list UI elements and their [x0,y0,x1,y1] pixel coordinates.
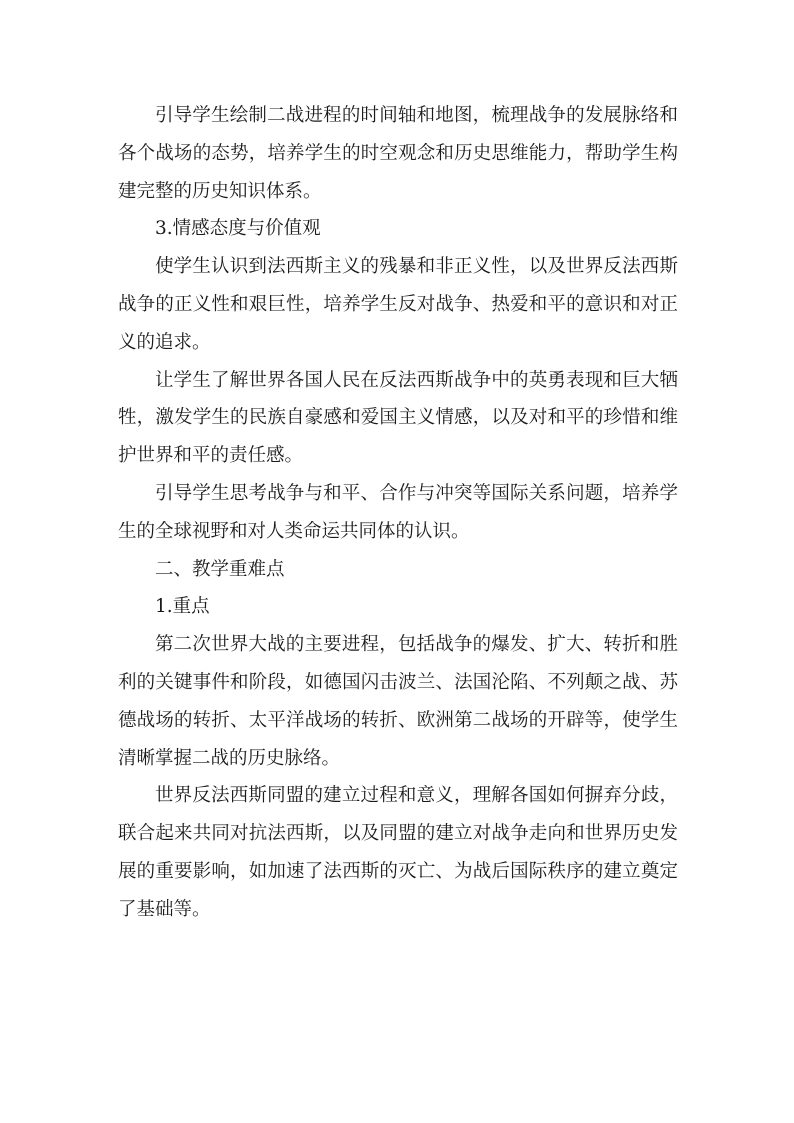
document-body [118,97,678,929]
paragraph-heroism-sacrifice: 让学生了解世界各国人民在反法西斯战争中的英勇表现和巨大牺牲，激发学生的民族自豪感和爱国主义情感，以及对和平的珍惜和维护世界和平的责任感。 [118,369,678,467]
paragraph-timeline-map: 引导学生绘制二战进程的时间轴和地图，梳理战争的发展脉络和各个战场的态势，培养学生的时空观念和历史思维能力，帮助学生构建完整的历史知识体系。 [118,105,678,202]
heading-key-points: 1.重点 [155,596,210,618]
paragraph-international-relations: 引导学生思考战争与和平、合作与冲突等国际关系问题，培养学生的全球视野和对人类命运共同体的认识。 [118,482,678,542]
paragraph-alliance: 世界反法西斯同盟的建立过程和意义，理解各国如何摒弃分歧，联合起来共同对抗法西斯，以及同盟的建立对战争走向和世界历史发展的重要影响，如加速了法西斯的灭亡、为战后国际秩序的建立奠定了基础等。 [118,785,678,920]
heading-emotion-values: 3.情感态度与价值观 [155,218,321,240]
heading-key-difficult-points: 二、教学重难点 [155,558,285,580]
paragraph-war-progress: 第二次世界大战的主要进程，包括战争的爆发、扩大、转折和胜利的关键事件和阶段，如德国闪击波兰、法国沦陷、不列颠之战、苏德战场的转折、太平洋战场的转折、欧洲第二战场的开辟等，使学生清晰掌握二战的历史脉络。 [118,634,678,769]
paragraph-fascism-injustice: 使学生认识到法西斯主义的残暴和非正义性，以及世界反法西斯战争的正义性和艰巨性，培养学生反对战争、热爱和平的意识和对正义的追求。 [118,256,678,353]
